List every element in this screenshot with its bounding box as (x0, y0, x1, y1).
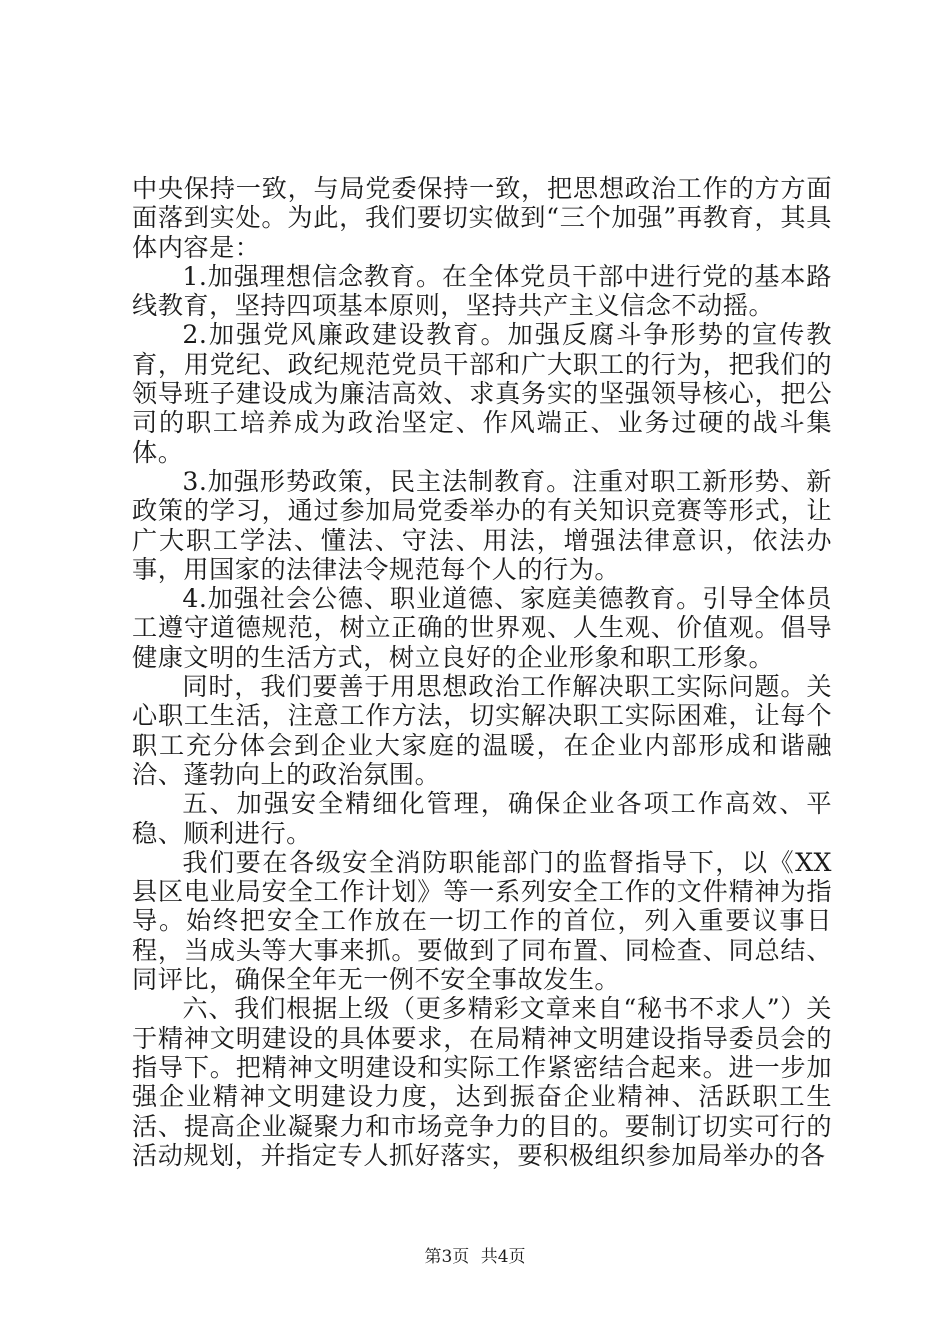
page-number: 第3页 (424, 1247, 470, 1267)
paragraph-8: 我们要在各级安全消防职能部门的监督指导下，以《XX县区电业局安全工作计划》等一系列安全工作的文件精神为指导。始终把安全工作放在一切工作的首位，列入重要议事日程，当成头等大事来抓。要做到了同布置、同检查、同总结、同评比，确保全年无一例不安全事故发生。 (132, 847, 832, 995)
paragraph-4: 3.加强形势政策，民主法制教育。注重对职工新形势、新政策的学习，通过参加局党委举办的有关知识竞赛等形式，让广大职工学法、懂法、守法、用法，增强法律意识，依法办事，用国家的法律法令规范每个人的行为。 (132, 466, 832, 584)
paragraph-7: 五、加强安全精细化管理，确保企业各项工作高效、平稳、顺利进行。 (132, 789, 832, 848)
document-body (132, 174, 832, 1170)
paragraph-2: 1.加强理想信念教育。在全体党员干部中进行党的基本路线教育，坚持四项基本原则，坚持共产主义信念不动摇。 (132, 261, 832, 321)
paragraph-6: 同时，我们要善于用思想政治工作解决职工实际问题。关心职工生活，注意工作方法，切实解决职工实际困难，让每个职工充分体会到企业大家庭的温暖，在企业内部形成和谐融洽、蓬勃向上的政治氛围。 (132, 672, 832, 789)
paragraph-9: 六、我们根据上级（更多精彩文章来自“秘书不求人”）关于精神文明建设的具体要求，在局精神文明建设指导委员会的指导下。把精神文明建设和实际工作紧密结合起来。进一步加强企业精神文明建设力度，达到振奋企业精神、活跃职工生活、提高企业凝聚力和市场竞争力的目的。要制订切实可行的活动规划，并指定专人抓好落实，要积极组织参加局举办的各 (132, 994, 832, 1170)
paragraph-1: 中央保持一致，与局党委保持一致，把思想政治工作的方方面面落到实处。为此，我们要切实做到“三个加强”再教育，其具体内容是： (132, 174, 832, 262)
paragraph-5: 4.加强社会公德、职业道德、家庭美德教育。引导全体员工遵守道德规范，树立正确的世界观、人生观、价值观。倡导健康文明的生活方式，树立良好的企业形象和职工形象。 (132, 584, 832, 672)
page-footer (0, 1242, 950, 1267)
page-total: 共4页 (480, 1247, 526, 1267)
paragraph-3: 2.加强党风廉政建设教育。加强反腐斗争形势的宣传教育，用党纪、政纪规范党员干部和广大职工的行为，把我们的领导班子建设成为廉洁高效、求真务实的坚强领导核心，把公司的职工培养成为政治坚定、作风端正、业务过硬的战斗集体。 (132, 320, 832, 467)
